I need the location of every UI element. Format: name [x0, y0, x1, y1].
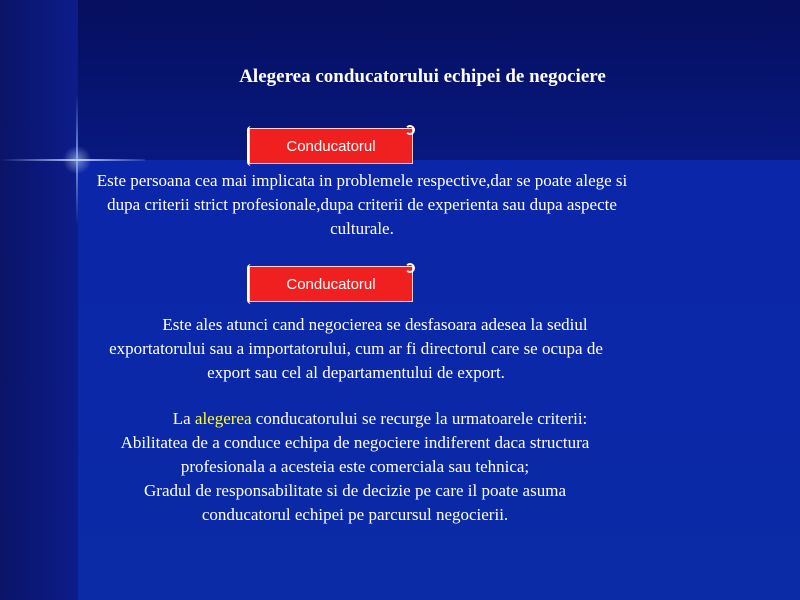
highlight-word: alegerea [194, 409, 252, 428]
criteria-1: Abilitatea de a conduce echipa de negociere indiferent daca structura profesionala a acesteia este comerciala sau tehnica; [120, 433, 590, 476]
banner-conducatorul-2: Conducatorul [249, 266, 413, 302]
light-flare-horizontal [0, 159, 145, 161]
criteria-intro: La alegerea conducatorului se recurge la urmatoarele criterii: [172, 409, 588, 428]
slide-title: Alegerea conducatorului echipei de negociere [239, 66, 606, 87]
paragraph-2: Este ales atunci cand negocierea se desfasoara adesea la sediul exportatorului sau a importatorului, cum ar fi directorul care se ocupa de export sau cel al departamentului de export. [109, 315, 603, 382]
left-band [0, 0, 78, 600]
banner-conducatorul-1: Conducatorul [249, 128, 413, 164]
paragraph-1: Este persoana cea mai implicata in problemele respective,dar se poate alege si dupa criterii strict profesionale,dupa criterii de experienta sau dupa aspecte culturale. [96, 171, 628, 238]
criteria-2: Gradul de responsabilitate si de decizie pe care il poate asuma conducatorul echipei pe parcursul negocierii. [144, 481, 566, 524]
paragraph-3 [100, 407, 640, 527]
